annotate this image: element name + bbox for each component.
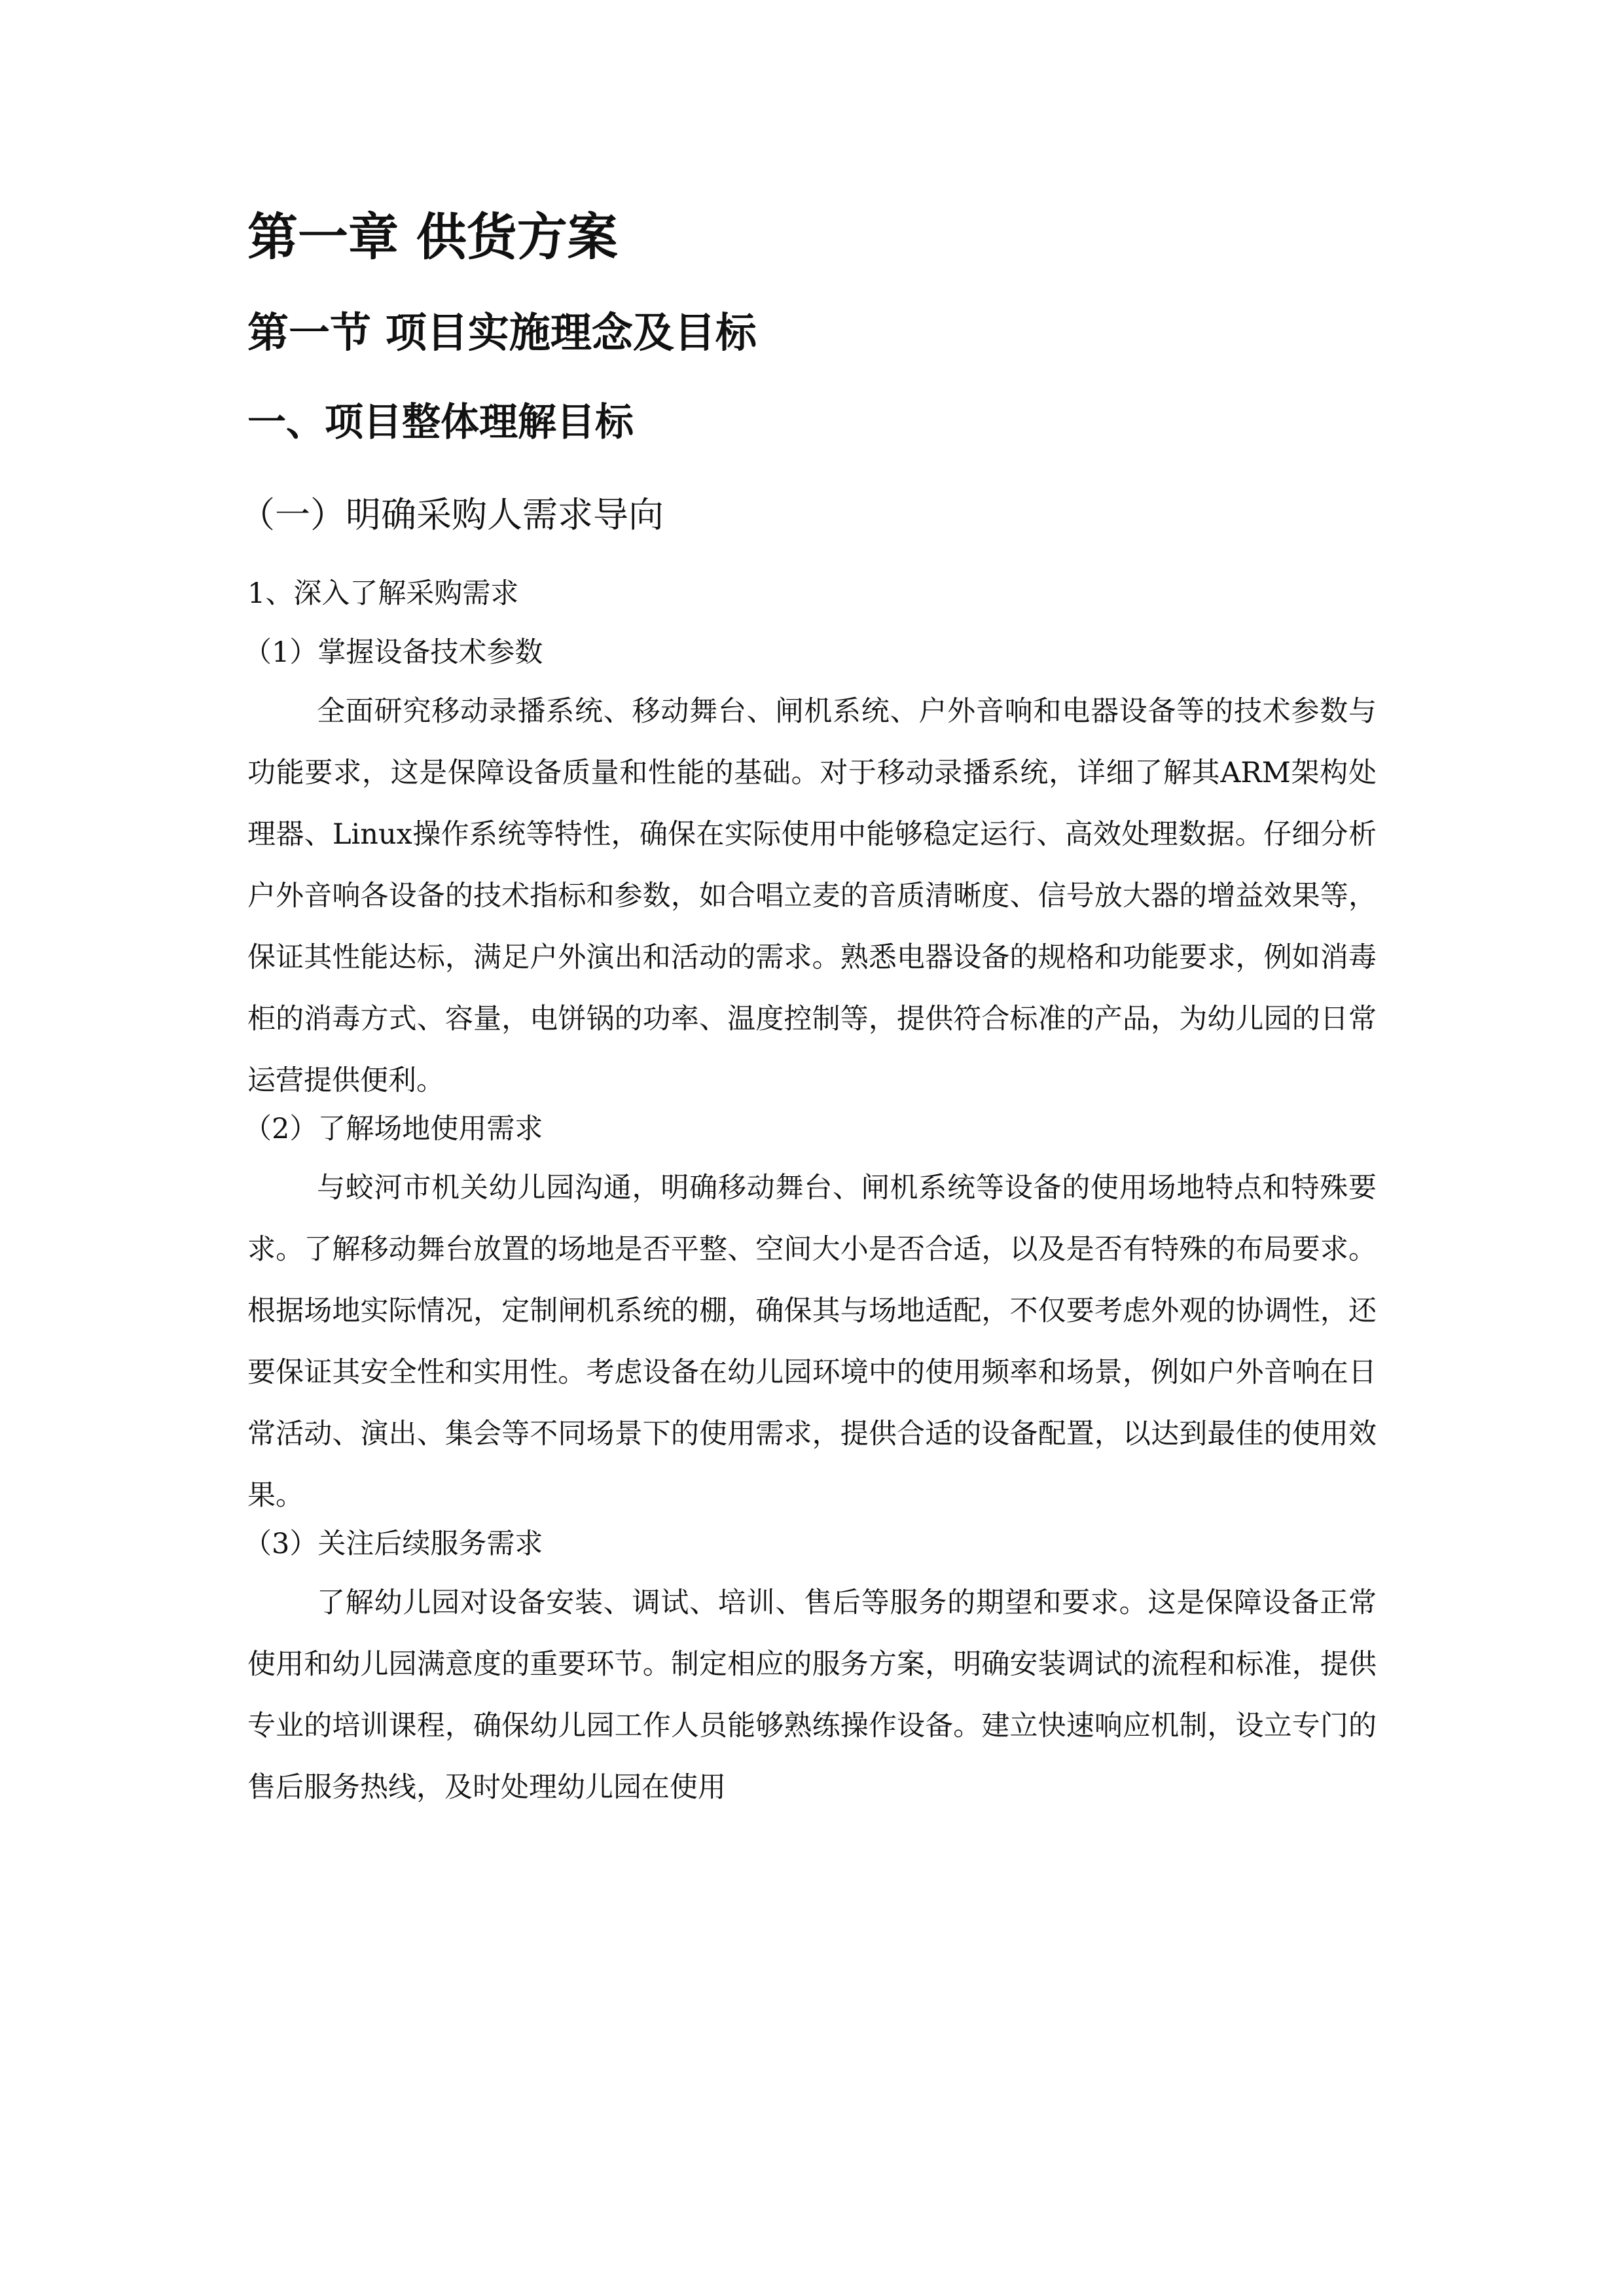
subpart-title: （一）明确采购人需求导向	[240, 494, 664, 535]
subsection-paragraph-3: 了解幼儿园对设备安装、调试、培训、售后等服务的期望和要求。这是保障设备正常使用和幼儿园满意度的重要环节。制定相应的服务方案，明确安装调试的流程和标准，提供专业的培训课程，确保幼儿园工作人员能够熟练操作设备。建立快速响应机制，设立专门的售后服务热线，及时处理幼儿园在使用	[247, 1587, 1377, 1804]
page-content	[240, 209, 1377, 1818]
subsection-title-1: （1）掌握设备技术参数	[244, 636, 543, 669]
chapter-title: 第一章 供货方案	[247, 209, 618, 267]
subsection-title-2: （2）了解场地使用需求	[244, 1113, 543, 1145]
subsection-paragraph-2: 与蛟河市机关幼儿园沟通，明确移动舞台、闸机系统等设备的使用场地特点和特殊要求。了解移动舞台放置的场地是否平整、空间大小是否合适，以及是否有特殊的布局要求。根据场地实际情况，定制闸机系统的棚，确保其与场地适配，不仅要考虑外观的协调性，还要保证其安全性和实用性。考虑设备在幼儿园环境中的使用频率和场景，例如户外音响在日常活动、演出、集会等不同场景下的使用需求，提供合适的设备配置，以达到最佳的使用效果。	[247, 1172, 1377, 1512]
item-title: 1、深入了解采购需求	[247, 577, 519, 610]
subsection-title-3: （3）关注后续服务需求	[244, 1528, 543, 1560]
subsection-paragraph-1: 全面研究移动录播系统、移动舞台、闸机系统、户外音响和电器设备等的技术参数与功能要求，这是保障设备质量和性能的基础。对于移动录播系统，详细了解其ARM架构处理器、Linux操作系统等特性，确保在实际使用中能够稳定运行、高效处理数据。仔细分析户外音响各设备的技术指标和参数，如合唱立麦的音质清晰度、信号放大器的增益效果等，保证其性能达标，满足户外演出和活动的需求。熟悉电器设备的规格和功能要求，例如消毒柜的消毒方式、容量，电饼锅的功率、温度控制等，提供符合标准的产品，为幼儿园的日常运营提供便利。	[247, 695, 1377, 1097]
section-title: 第一节 项目实施理念及目标	[247, 309, 757, 357]
part-title: 一、项目整体理解目标	[247, 399, 634, 444]
